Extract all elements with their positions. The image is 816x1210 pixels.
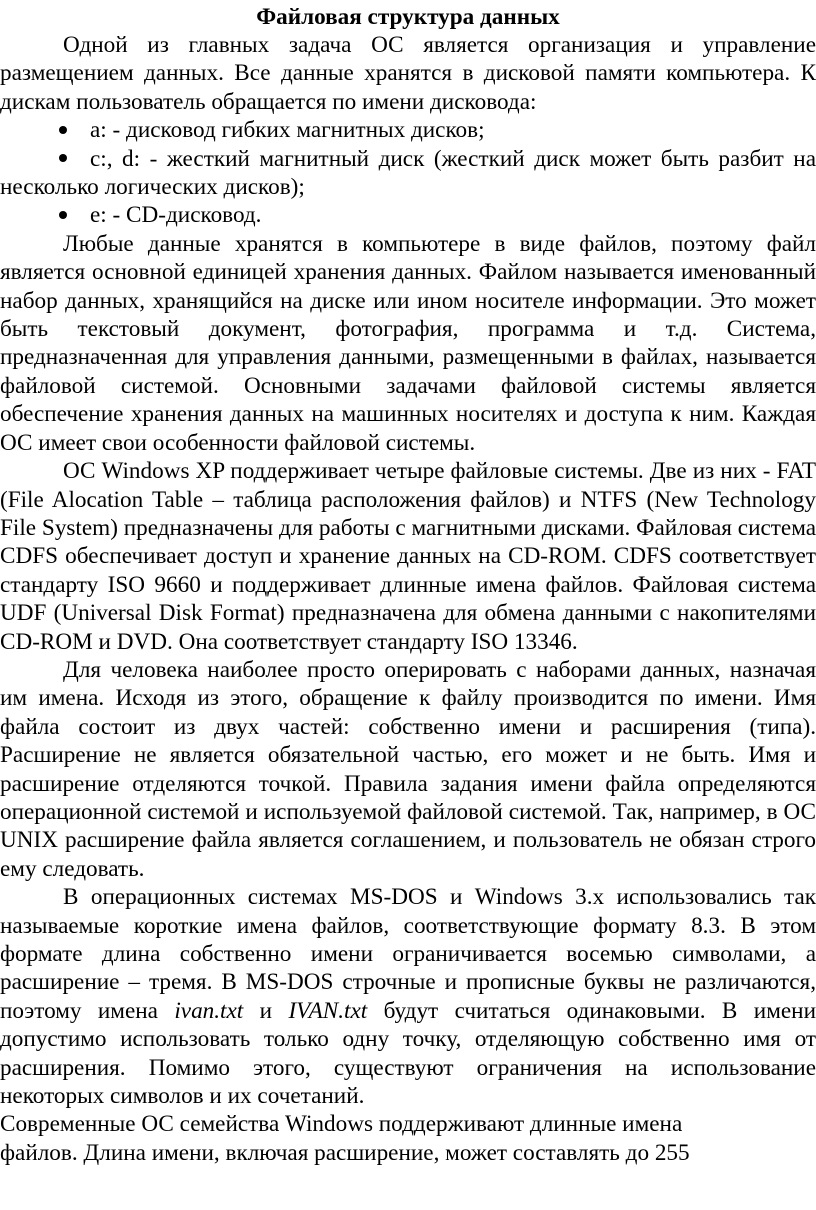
example-filename-lower: ivan.txt xyxy=(174,997,244,1024)
document-body xyxy=(0,31,816,1167)
bullet-item xyxy=(0,201,816,229)
bullet-text: e: - CD-дисковод. xyxy=(90,202,262,229)
bullet-dot-icon xyxy=(59,126,67,134)
ms-dos-text-part3: будут считаться одинаковыми. В имени допустимо использовать только одну точку, отделяющую собственно имя от расширения. Помимо этого, существуют ограничения на использование некоторых символов и их сочетаний. xyxy=(0,997,816,1110)
final-line: Современные ОС семейства Windows поддерживают длинные имена xyxy=(0,1111,683,1138)
ms-dos-text-part1: В операционных системах MS-DOS и Windows 3.x использовались так называемые короткие имена файлов, соответствующие формату 8.3. В этом формате длина собственно имени ограничивается восемью символами, а расширение – тремя. В MS-DOS строчные и прописные буквы не различаются, поэтому имена xyxy=(0,884,816,1024)
bullet-item xyxy=(0,116,816,144)
bullet-dot-icon xyxy=(59,154,67,162)
bullet-text: c:, d: - жесткий магнитный диск (жесткий диск может быть разбит на несколько логических дисков); xyxy=(0,145,816,201)
bullet-text: a: - дисковод гибких магнитных дисков; xyxy=(90,117,485,144)
intro-paragraph: Одной из главных задача ОС является организация и управление размещением данных. Все данные хранятся в дисковой памяти компьютера. К дискам пользователь обращается по имени дисковода: xyxy=(0,32,816,115)
ms-dos-text-part2: и xyxy=(243,997,289,1024)
windows-xp-paragraph: ОС Windows XP поддерживает четыре файловые системы. Две из них - FAT (File Alocation Table – таблица расположения файлов) и NTFS (New Technology File System) предназначены для работы с магнитными дисками. Файловая система CDFS обеспечивает доступ и хранение данных на CD-ROM. CDFS соответствует стандарту ISO 9660 и поддерживает длинные имена файлов. Файловая система UDF (Universal Disk Format) предназначена для обмена данными с накопителями CD-ROM и DVD. Она соответствует стандарту ISO 13346. xyxy=(0,458,816,655)
bullet-dot-icon xyxy=(59,211,67,219)
files-paragraph: Любые данные хранятся в компьютере в виде файлов, поэтому файл является основной единицей хранения данных. Файлом называется именованный набор данных, хранящийся на диске или ином носителе информации. Это может быть текстовый документ, фотография, программа и т.д. Система, предназначенная для управления данными, размещенными в файлах, называется файловой системой. Основными задачами файловой системы является обеспечение хранения данных на машинных носителях и доступа к ним. Каждая ОС имеет свои особенности файловой системы. xyxy=(0,230,816,456)
example-filename-upper: IVAN.txt xyxy=(288,997,368,1024)
page-title: Файловая структура данных xyxy=(256,4,560,30)
final-line: файлов. Длина имени, включая расширение, может составлять до 255 xyxy=(0,1139,690,1166)
file-naming-paragraph: Для человека наиболее просто оперировать с наборами данных, назначая им имена. Исходя из этого, обращение к файлу производится по имени. Имя файла состоит из двух частей: собственно имени и расширения (типа). Расширение не является обязательной частью, его может и не быть. Имя и расширение отделяются точкой. Правила задания имени файла определяются операционной системой и используемой файловой системой. Так, например, в ОС UNIX расширение файла является соглашением, и пользователь не обязан строго ему следовать. xyxy=(0,656,816,882)
ms-dos-paragraph xyxy=(0,883,816,1110)
bullet-item xyxy=(0,145,816,202)
